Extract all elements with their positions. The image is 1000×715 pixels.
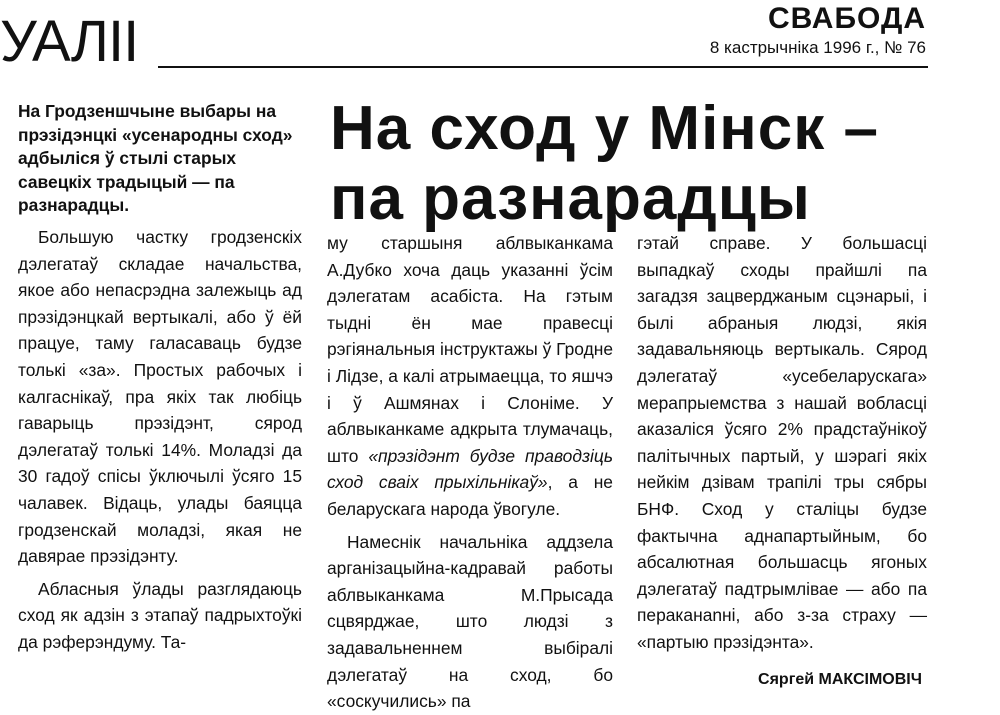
author-byline: Сяргей МАКСІМОВІЧ <box>758 671 922 688</box>
column-1-paragraph-1: Большую частку гродзенскіх дэлегатаў складае начальства, якое або непасрэдна залежыць ад прэзідэнцкай вертыкалі, або ў ёй працуе, таму галасаваць будзе толькі «за». Простых рабочых і калгаснікаў, пра якіх так любіць гаварыць прэзідэнт, сярод дэлегатаў толькі 14%. Моладзі да 30 гадоў спісы ўключылі ўсяго 15 чалавек. Відаць, улады баяцца гродзенскай моладзі, якая не давярае прэзідэнту. <box>18 226 302 567</box>
column-2-paragraph-2: Намеснік начальніка аддзела арганізацыйна-кадравай работы аблвыканкама М.Прысада сцвярджае, што людзі з задавальненнем выбіралі дэлегатаў на сход, бо «соскучились» па <box>327 531 613 712</box>
column-1-paragraph-2: Абласныя ўлады разглядаюць сход як адзін з этапаў падрыхтоўкі да рэферэндуму. Та- <box>18 578 302 652</box>
article-column-3 <box>637 230 927 656</box>
column-2-text-after-quote: , а не беларускага народа ўвогуле. <box>327 472 613 519</box>
column-2-text-before-quote: му старшыня аблвыканкама А.Дубко хоча даць указанні ўсім дэлегатам асабіста. На гэтым тыдні ён мае правесці рэгіянальныя інструктажы ў Гродне і Лідзе, а калі атрымаецца, то яшчэ і ў Ашмянах і Слоніме. У аблвыканкаме адкрыта тлумачаць, што <box>327 233 613 466</box>
column-2-paragraph-1 <box>327 230 613 523</box>
article-lead: На Гродзеншчыне выбары на прэзідэнцкі «усенародны сход» адбыліся ў стылі старых савецкіх традыцый — па разнарадцы. <box>18 101 293 216</box>
column-2-italic-quote: «прэзідэнт будзе праводзіць сход сваіх прыхільнікаў» <box>327 445 613 493</box>
newspaper-name: СВАБОДА <box>767 2 926 35</box>
section-title: УАЛІІ <box>0 9 139 74</box>
issue-date-number: 8 кастрычніка 1996 г., № 76 <box>709 38 926 57</box>
column-3-paragraph-1: гэтай справе. У большасці выпадкаў сходы прайшлі па загадзя зацверджаным сцэнарыі, і былі абраныя людзі, якія задавальняюць вертыкаль. Сярод дэлегатаў «усебеларускага» мерапрыемства з нашай вобласці аказаліся ўсяго 2% прадстаўнікоў палітычных партый, у шэрагі якіх нейкім дзівам трапілі тры сябры БНФ. Сход у сталіцы будзе фактычна аднапартыйным, бо абсалютная большасць ягоных дэлегатаў падтрымлівае — або па пераканanні, або з-за страху — «партыю прэзідэнта». <box>637 233 927 652</box>
article-headline: На сход у Мінск – па разнарадцы <box>330 94 879 233</box>
header-rule <box>158 66 928 68</box>
article-column-1 <box>18 100 302 655</box>
article-column-2 <box>327 230 613 715</box>
